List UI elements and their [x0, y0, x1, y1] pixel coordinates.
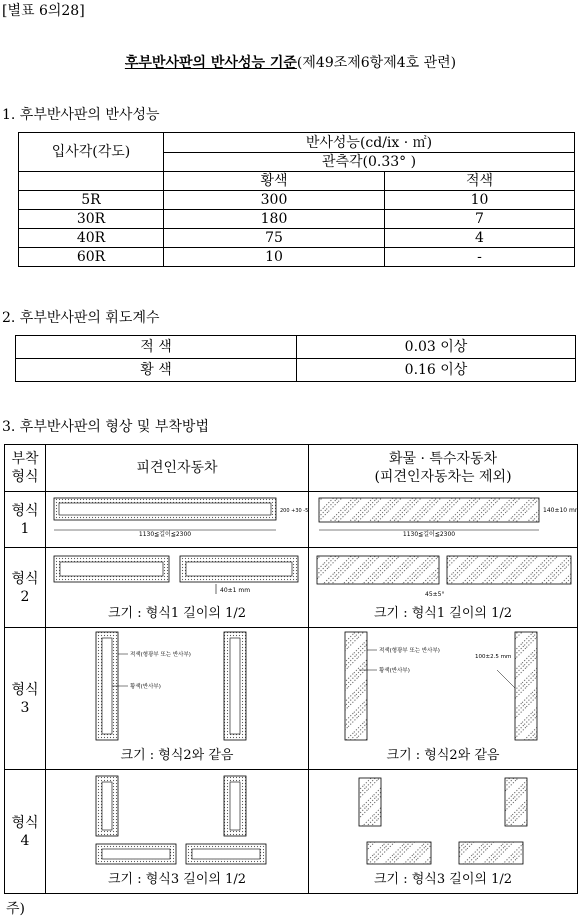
col-type: 부착 형식 — [5, 445, 46, 492]
size-caption: 크기 : 형식2와 같음 — [386, 748, 500, 763]
dimension-label: 200 +30 -5 — [280, 508, 308, 514]
table-row: 형식 4 크기 : 형식3 길이의 1/2 크기 : 형식3 길이의 1/2 — [5, 770, 578, 894]
footnote: 주) — [6, 901, 25, 917]
col-observation: 관측각(0.33° ) — [164, 153, 575, 172]
section2-heading: 2. 후부반사판의 휘도계수 — [2, 310, 160, 326]
size-caption: 크기 : 형식3 길이의 1/2 — [373, 872, 512, 887]
luminance-table — [15, 335, 576, 382]
reflective-performance-table — [18, 132, 575, 267]
title-main: 후부반사판의 반사성능 기준 — [124, 55, 297, 71]
size-caption: 크기 : 형식2와 같음 — [120, 748, 234, 763]
table-row: 황 색 0.16 이상 — [16, 359, 576, 382]
title-reference: (제49조제6항제4호 관련) — [296, 55, 457, 71]
col-performance: 반사성능(cd/ix · ㎡) — [164, 133, 575, 153]
legend-label: 적색(형광부 또는 반사부) — [379, 648, 440, 654]
table-row: 적 색 0.03 이상 — [16, 336, 576, 359]
table-row: 형식 3 적색(형광부 또는 반사부) 황색(반사부) 크기 : 형식2와 같음 적색(형광부 또는 반사부) 황색(반사부) 100±2.5 mm 크기 : 형식2와 같음 — [5, 628, 578, 770]
dimension-label: 1130≦길이≦2300 — [402, 531, 456, 538]
col-yellow: 황색 — [164, 172, 385, 191]
section1-heading: 1. 후부반사판의 반사성능 — [2, 107, 160, 123]
dimension-label: 1130≦길이≦2300 — [138, 531, 192, 538]
table-row: 형식 1 1130≦길이≦2300 200 +30 -5 1130≦길이≦2300 140±10 mm — [5, 492, 578, 548]
type4-truck-diagram — [309, 770, 577, 870]
document-title — [0, 52, 581, 72]
size-caption: 크기 : 형식3 길이의 1/2 — [107, 872, 246, 887]
size-caption: 크기 : 형식1 길이의 1/2 — [373, 606, 512, 621]
shape-table — [4, 444, 578, 894]
dimension-label: 40±1 mm — [220, 587, 251, 594]
type1-towed-diagram — [46, 492, 308, 542]
annex-tag: [별표 6의28] — [2, 3, 85, 19]
table-row: 5R 300 10 — [19, 191, 575, 210]
type4-towed-diagram — [46, 770, 308, 870]
col-towed: 피견인자동차 — [46, 445, 309, 492]
legend-label: 황색(반사부) — [130, 684, 161, 690]
table-row: 형식 2 40±1 mm 크기 : 형식1 길이의 1/2 45±5° 크기 : 형식1 길이의 1/2 — [5, 548, 578, 628]
dimension-label: 45±5° — [425, 591, 445, 598]
col-angle: 입사각(각도) — [19, 133, 164, 172]
type2-towed-diagram — [46, 548, 308, 604]
table-row: 30R 180 7 — [19, 210, 575, 229]
dimension-label: 140±10 mm — [543, 507, 577, 514]
col-red: 적색 — [385, 172, 575, 191]
section3-heading: 3. 후부반사판의 형상 및 부착방법 — [2, 419, 209, 435]
size-caption: 크기 : 형식1 길이의 1/2 — [107, 606, 246, 621]
table-row: 60R 10 - — [19, 248, 575, 267]
col-truck: 화물 · 특수자동차 (피견인자동차는 제외) — [309, 445, 578, 492]
table-row: 40R 75 4 — [19, 229, 575, 248]
legend-label: 적색(형광부 또는 반사부) — [130, 652, 191, 658]
legend-label: 황색(반사부) — [379, 668, 410, 674]
type2-truck-diagram — [309, 548, 577, 604]
type3-truck-diagram — [309, 628, 577, 746]
type1-truck-diagram — [309, 492, 577, 542]
dimension-label: 100±2.5 mm — [475, 654, 512, 660]
type3-towed-diagram — [46, 628, 308, 746]
